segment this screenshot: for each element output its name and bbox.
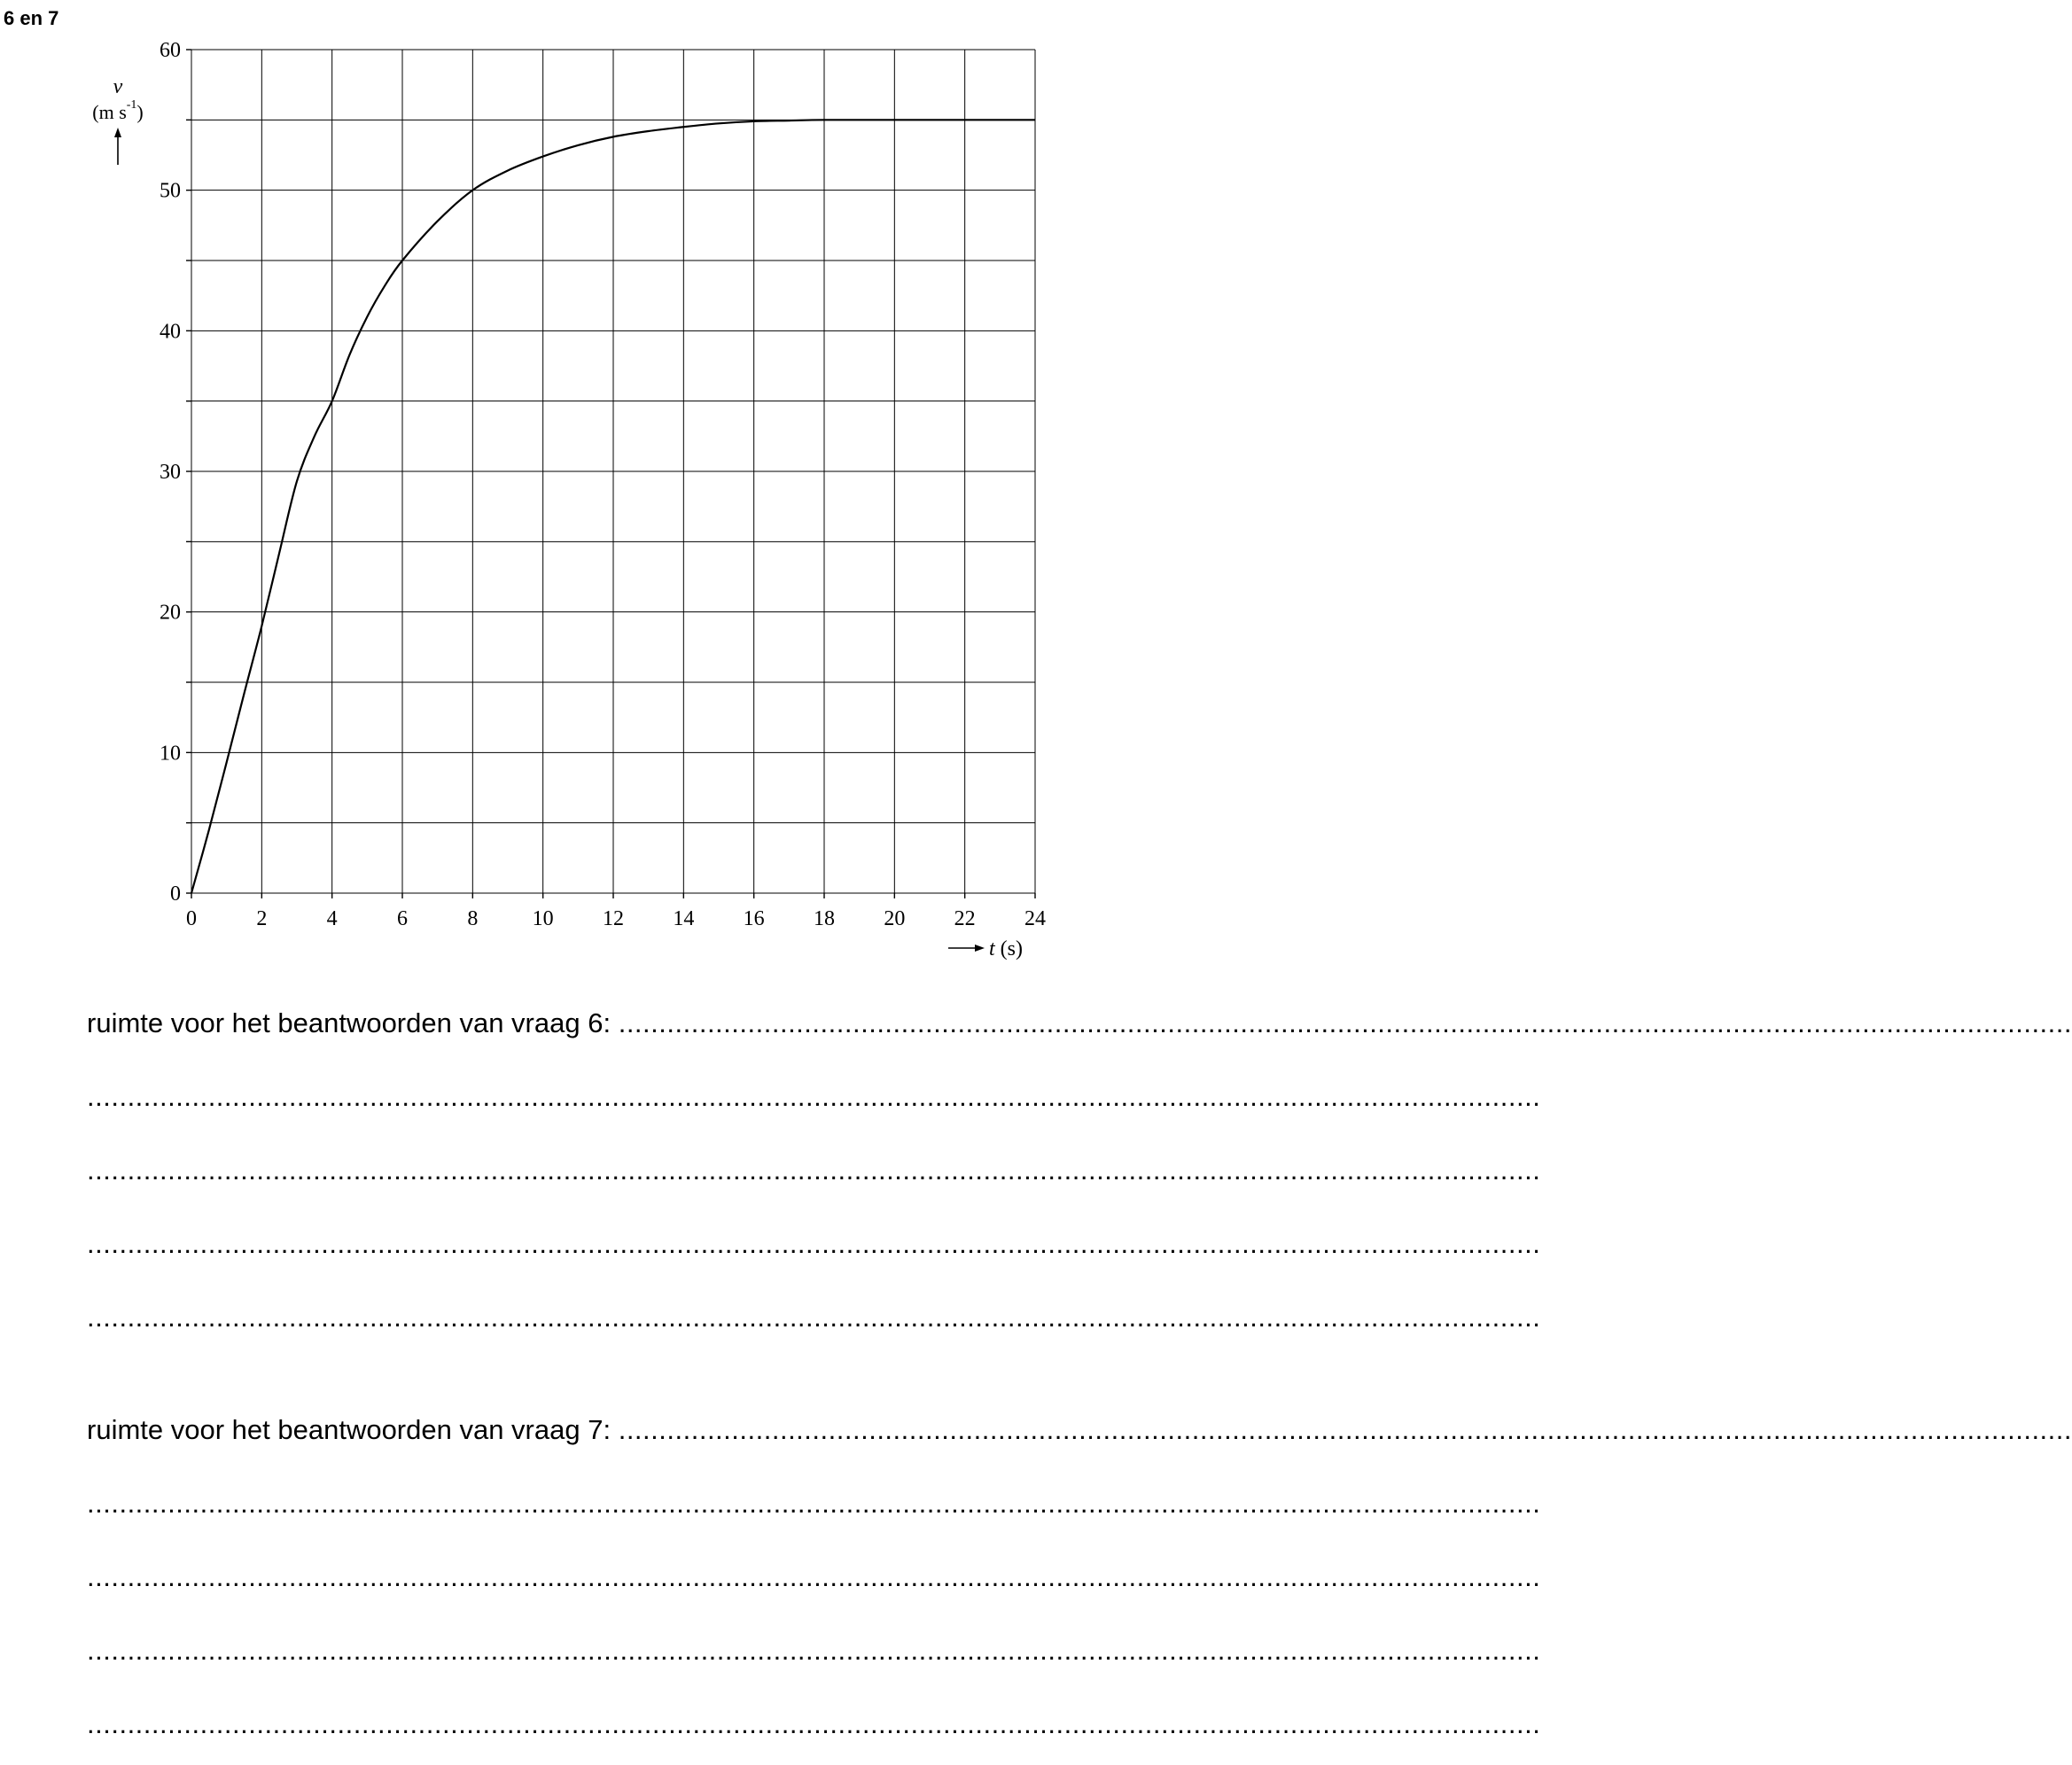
answer-label-q6: ruimte voor het beantwoorden van vraag 6: [87, 1007, 611, 1038]
x-tick-label: 20 [884, 907, 906, 930]
answer-dots: .................................................................................................................................................................................... [618, 1007, 2072, 1038]
x-tick-label: 12 [603, 907, 624, 930]
answer-line-q7-5[interactable]: .................................................................................................................................................................................... [87, 1708, 1541, 1739]
y-tick-label: 30 [160, 461, 181, 484]
x-tick-label: 2 [256, 907, 268, 930]
y-tick-label: 50 [160, 179, 181, 203]
x-tick-label: 4 [326, 907, 338, 930]
answer-line-q6[interactable] [87, 1006, 2072, 1041]
velocity-time-chart [0, 0, 1127, 975]
answer-line-q6-4[interactable]: .................................................................................................................................................................................... [87, 1228, 1541, 1259]
x-tick-label: 14 [673, 907, 695, 930]
chart-ticks [186, 50, 1035, 898]
answer-line-q6-2[interactable]: .................................................................................................................................................................................... [87, 1081, 1541, 1112]
y-axis-unit: (m $s^{-1}$) [92, 98, 144, 123]
answer-line-q7-4[interactable]: .................................................................................................................................................................................... [87, 1635, 1541, 1666]
y-axis-arrow-icon [114, 128, 121, 165]
y-tick-label: 60 [160, 39, 181, 62]
y-tick-label: 10 [160, 742, 181, 766]
x-tick-label: 18 [814, 907, 835, 930]
answer-line-q6-5[interactable]: .................................................................................................................................................................................... [87, 1302, 1541, 1333]
x-axis-label: t (s) [989, 937, 1023, 960]
x-tick-label: 24 [1024, 907, 1046, 930]
x-tick-label: 6 [397, 907, 408, 930]
question-number: 6 en 7 [4, 7, 59, 29]
x-tick-labels [186, 907, 1046, 930]
x-tick-label: 16 [743, 907, 765, 930]
x-tick-label: 0 [186, 907, 197, 930]
x-axis-arrow-icon [948, 945, 985, 952]
answer-line-q7-2[interactable]: .................................................................................................................................................................................... [87, 1488, 1541, 1519]
y-tick-labels [160, 39, 181, 906]
y-tick-label: 40 [160, 320, 181, 344]
answer-label-q7: ruimte voor het beantwoorden van vraag 7: [87, 1414, 611, 1445]
chart-grid [191, 50, 1035, 893]
y-tick-label: 20 [160, 601, 181, 625]
x-tick-label: 10 [532, 907, 554, 930]
answer-line-q7[interactable] [87, 1412, 2072, 1448]
answer-dots: .................................................................................................................................................................................... [618, 1414, 2072, 1445]
answer-line-q7-3[interactable]: .................................................................................................................................................................................... [87, 1561, 1541, 1592]
y-axis-variable: v [113, 75, 123, 98]
y-tick-label: 0 [170, 882, 181, 906]
x-tick-label: 8 [467, 907, 479, 930]
x-tick-label: 22 [954, 907, 976, 930]
answer-line-q6-3[interactable]: .................................................................................................................................................................................... [87, 1155, 1541, 1186]
